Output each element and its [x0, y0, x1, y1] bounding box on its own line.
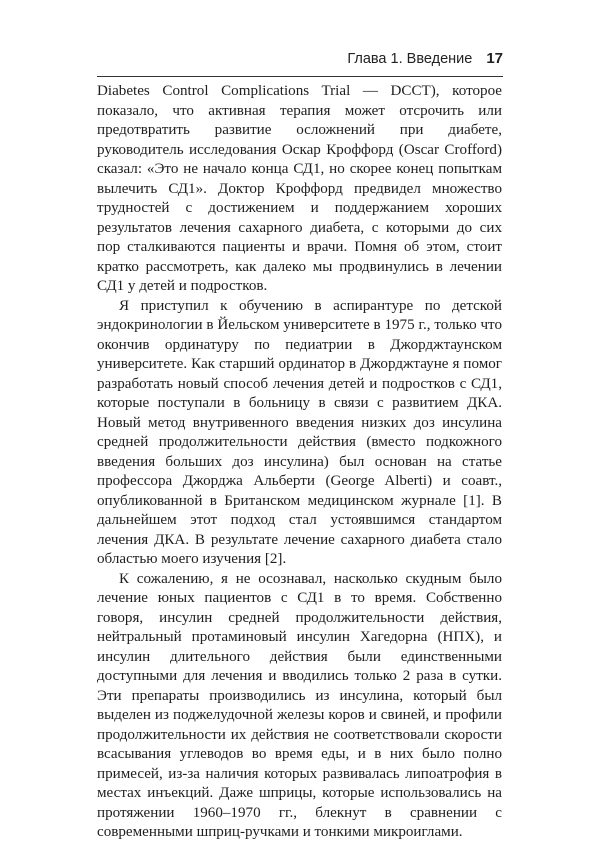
- page-header: [97, 50, 503, 74]
- body-text: [97, 82, 502, 843]
- paragraph-residency: Я приступил к обучению в аспирантуре по детской эндокринологии в Йельском университете в 1975 г., только что окончив ординатуру по педиатрии в Джорджтаунском университете. Как старший ординатор в Джорджтауне я помог разработать новый способ лечения детей и подростков с СД1, которые поступали в больницу в связи с развитием ДКА. Новый метод внутривенного введения низких доз инсулина средней продолжительности действия (вместо подкожного введения больших доз инсулина) был основан на статье профессора Джорджа Альберти (George Alberti) и соавт., опубликованной в Британском медицинском журнале [1]. В дальнейшем этот подход стал устоявшимся стандартом лечения ДКА. В результате лечение сахарного диабета стало областью моего изучения [2].: [97, 297, 502, 567]
- paragraph-insulin-history: К сожалению, я не осознавал, насколько скудным было лечение юных пациентов с СД1 в то время. Собственно говоря, инсулин средней продолжительности действия, нейтральный протаминовый инсулин Хагедорна (НПХ), и инсулин длительного действия были единственными доступными для лечения и вводились только 2 раза в сутки. Эти препараты производились из инсулина, который был выделен из поджелудочной железы коров и свиней, и профили продолжительности их действия не соответствовали скорости всасывания углеводов во время еды, и в них было полно примесей, из-за наличия которых развивалась липоатрофия в местах инъекций. Даже шприцы, которые использовались на протяжении 1960–1970 гг., блекнут в сравнении с современными шприц-ручками и тонкими микроиглами.: [97, 570, 502, 840]
- page-number: 17: [486, 50, 503, 67]
- chapter-title: Глава 1. Введение: [347, 51, 473, 67]
- paragraph-continued: Diabetes Control Complications Trial — DCCT), которое показало, что активная терапия может отсрочить или предотвратить развитие осложнений при диабете, руководитель исследования Оскар Кроффорд (Oscar Crofford) сказал: «Это не начало конца СД1, но скорее конец попыткам вылечить СД1». Доктор Кроффорд предвидел множество трудностей с достижением и поддержанием хороших результатов лечения сахарного диабета, с которыми до сих пор сталкиваются пациенты и врачи. Помня об этом, стоит кратко рассмотреть, как далеко мы продвинулись в лечении СД1 у детей и подростков.: [97, 83, 502, 294]
- header-divider: [97, 76, 503, 77]
